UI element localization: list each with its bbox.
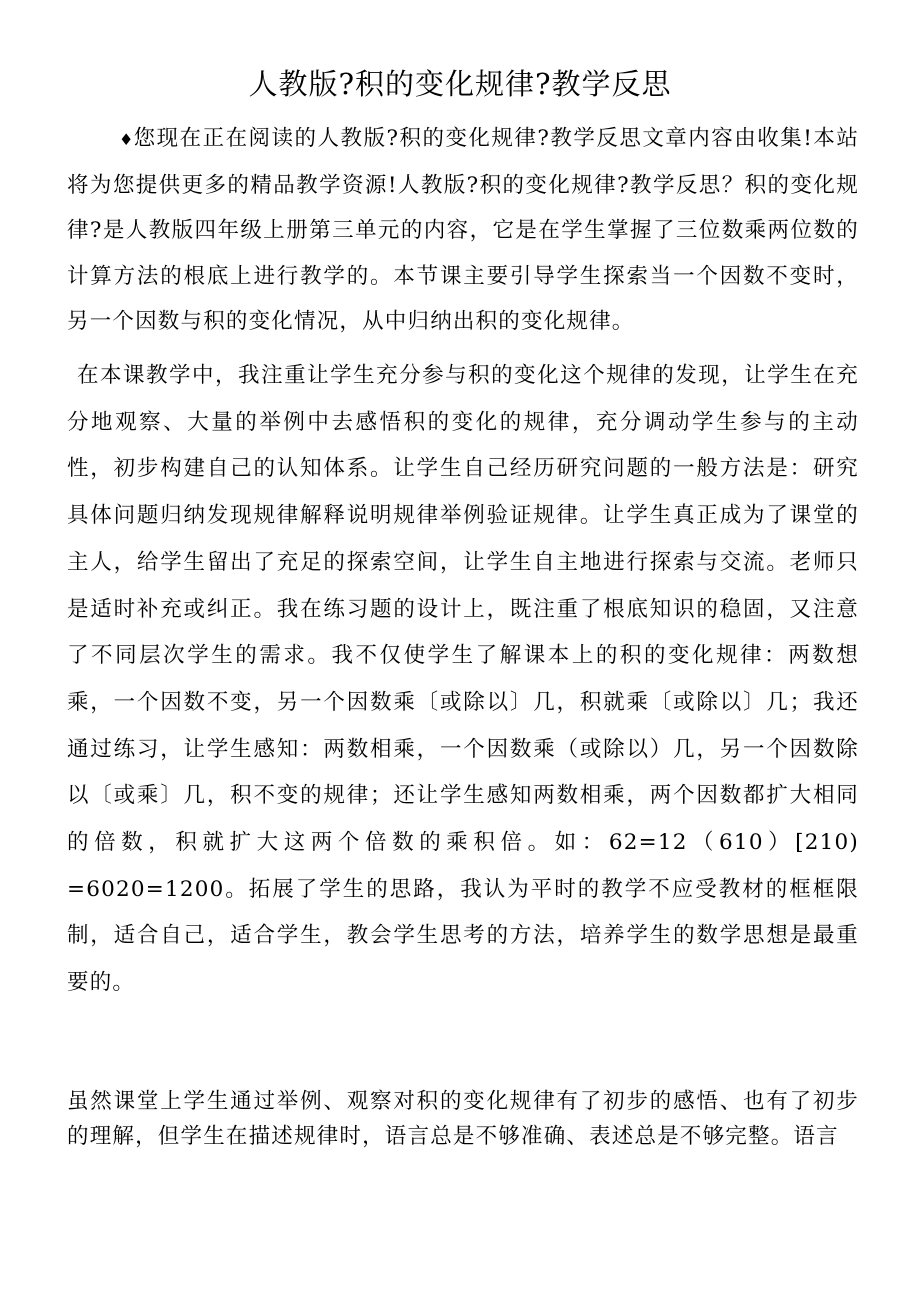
paragraph-closing: 虽然课堂上学生通过举例、观察对积的变化规律有了初步的感悟、也有了初步的理解，但学生在描述规律时，语言总是不够准确、表述总是不够完整。语言 (67, 1089, 859, 1149)
document-title: 人教版?积的变化规律?教学反思 (248, 67, 672, 101)
diamond-bullet-icon: ♦ (119, 130, 134, 149)
paragraph-reflection: 在本课教学中，我注重让学生充分参与积的变化这个规律的发现，让学生在充分地观察、大量的举例中去感悟积的变化的规律，充分调动学生参与的主动性，初步构建自己的认知体系。让学生自己经历研究问题的一般方法是：研究具体问题归纳发现规律解释说明规律举例验证规律。让学生真正成为了课堂的主人，给学生留出了充足的探索空间，让学生自主地进行探索与交流。老师只是适时补充或纠正。我在练习题的设计上，既注重了根底知识的稳固，又注意了不同层次学生的需求。我不仅使学生了解课本上的积的变化规律：两数想乘，一个因数不变，另一个因数乘〔或除以〕几，积就乘〔或除以〕几；我还通过练习，让学生感知：两数相乘，一个因数乘（或除以）几，另一个因数除以〔或乘〕几，积不变的规律；还让学生感知两数相乘，两个因数都扩大相同的倍数，积就扩大这两个倍数的乘积倍。如：62=12（610）[210) =6020=1200。拓展了学生的思路，我认为平时的教学不应受教材的框框限制，适合自己，适合学生，教会学生思考的方法，培养学生的数学思想是最重要的。 (67, 363, 859, 996)
paragraph-intro (67, 116, 859, 345)
paragraph-intro-text: 您现在正在阅读的人教版?积的变化规律?教学反思文章内容由收集!本站将为您提供更多的精品教学资源!人教版?积的变化规律?教学反思？积的变化规律?是人教版四年级上册第三单元的内容，它是在学生掌握了三位数乘两位数的计算方法的根底上进行教学的。本节课主要引导学生探索当一个因数不变时，另一个因数与积的变化情况，从中归纳出积的变化规律。 (67, 126, 860, 334)
